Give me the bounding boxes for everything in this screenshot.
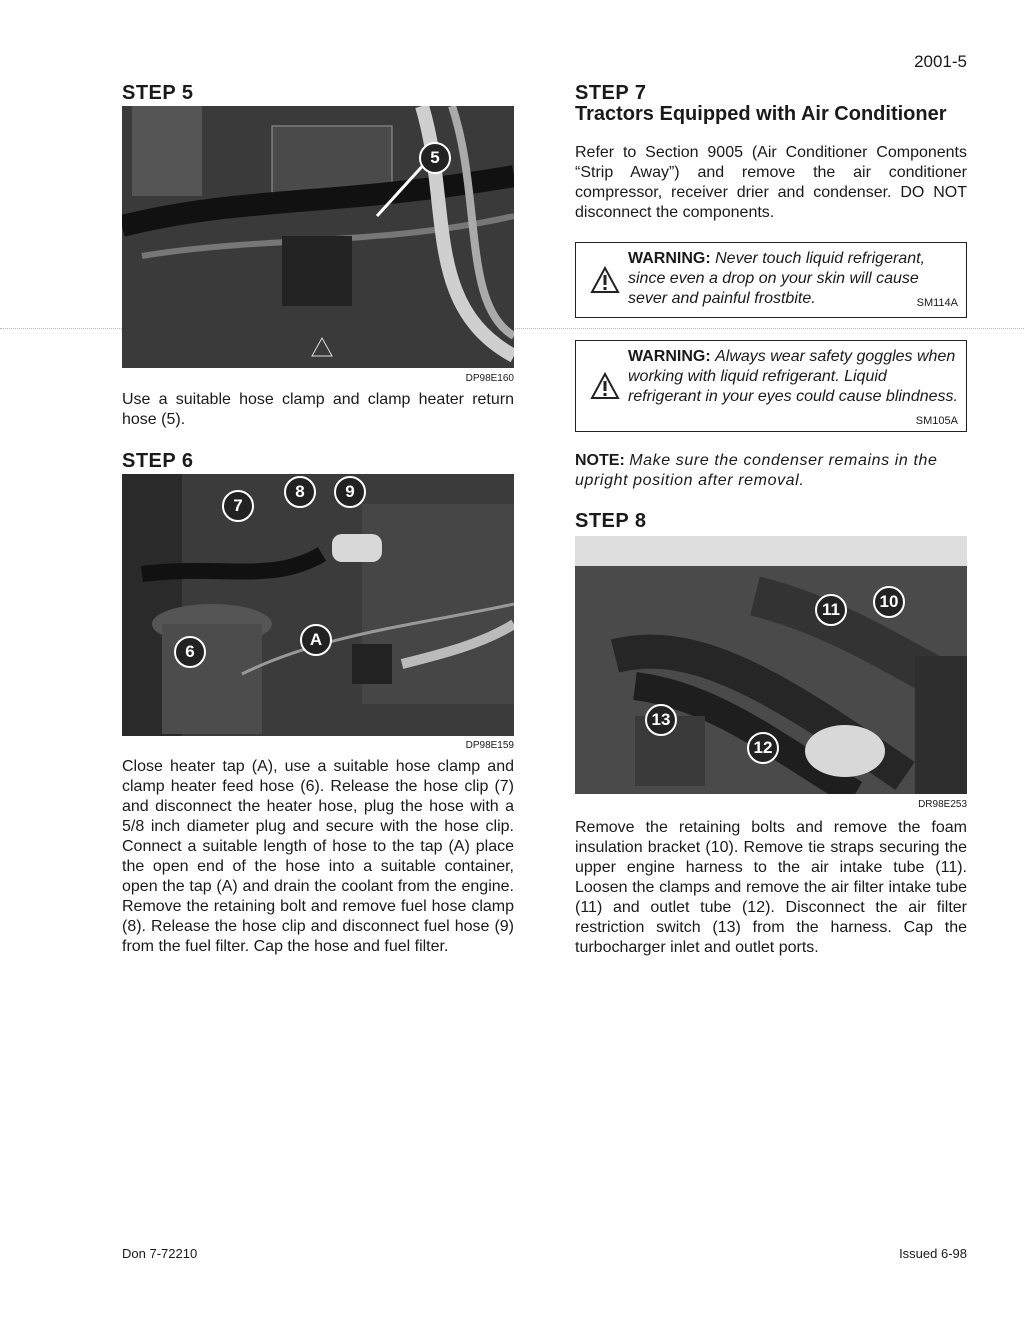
callout-10: 10 xyxy=(873,586,905,618)
warning-label: WARNING: xyxy=(628,348,711,365)
step-5-engine-illustration xyxy=(122,106,514,368)
step-7-title: STEP 7 xyxy=(575,82,647,104)
warning-label: WARNING: xyxy=(628,250,711,267)
step-5-text: Use a suitable hose clamp and clamp heater return hose (5). xyxy=(122,391,514,428)
callout-a: A xyxy=(300,624,332,656)
callout-13: 13 xyxy=(645,704,677,736)
step-7-note xyxy=(575,451,967,491)
step-6-engine-illustration xyxy=(122,474,514,736)
callout-9: 9 xyxy=(334,476,366,508)
page-number: 2001-5 xyxy=(914,52,967,71)
step-8-title: STEP 8 xyxy=(575,510,647,532)
step-5-photo xyxy=(122,106,514,368)
step-6-figure-code: DP98E159 xyxy=(465,740,514,751)
warning-triangle-icon xyxy=(590,266,620,294)
callout-5: 5 xyxy=(419,142,451,174)
callout-7: 7 xyxy=(222,490,254,522)
step-8-text: Remove the retaining bolts and remove the foam insulation bracket (10). Remove tie straps securing the upper engine harness to the air intake tube (11). Loosen the clamps and remove the air filter intake tube (11) and outlet tube (12). Disconnect the air filter restriction switch (13) from the harness. Cap the turbocharger inlet and outlet ports. xyxy=(575,819,967,956)
warning-message: Never touch liquid refrigerant, since even a drop on your skin will cause sever and painful frostbite. xyxy=(628,250,925,307)
callout-8: 8 xyxy=(284,476,316,508)
note-message: Make sure the condenser remains in the upright position after removal. xyxy=(575,452,938,489)
warning-code: SM105A xyxy=(915,415,958,427)
warning-message: Always wear safety goggles when working with liquid refrigerant. Liquid refrigerant in your eyes could cause blindness. xyxy=(628,348,958,405)
warning-goggles xyxy=(575,340,967,432)
callout-6: 6 xyxy=(174,636,206,668)
step-8-figure-code: DR98E253 xyxy=(918,799,967,810)
step-7-subtitle: Tractors Equipped with Air Conditioner xyxy=(575,103,947,125)
step-5-title: STEP 5 xyxy=(122,82,194,104)
warning-triangle-icon xyxy=(590,372,620,400)
step-6-photo xyxy=(122,474,514,736)
warning-frostbite xyxy=(575,242,967,318)
note-label: NOTE: xyxy=(575,452,625,469)
step-6-title: STEP 6 xyxy=(122,450,194,472)
step-8-photo xyxy=(575,536,967,794)
callout-12: 12 xyxy=(747,732,779,764)
step-6-text: Close heater tap (A), use a suitable hose clamp and clamp heater feed hose (6). Release the hose clip (7) and disconnect the heater hose, plug the hose with a 5/8 inch diameter plug and secure with the hose clip. Connect a suitable length of hose to the tap (A) place the open end of the hose into a suitable container, open the tap (A) and drain the coolant from the engine. Remove the retaining bolt and remove fuel hose clamp (8). Release the hose clip and disconnect fuel hose (9) from the fuel filter. Cap the hose and fuel filter. xyxy=(122,758,514,955)
footer-document-number: Don 7-72210 xyxy=(122,1246,198,1261)
callout-11: 11 xyxy=(815,594,847,626)
step-7-text: Refer to Section 9005 (Air Conditioner Components “Strip Away”) and remove the air conditioner compressor, receiver drier and condenser. DO NOT disconnect the components. xyxy=(575,144,967,221)
footer-issue-date: Issued 6-98 xyxy=(899,1246,967,1261)
warning-code: SM114A xyxy=(916,297,958,309)
step-5-figure-code: DP98E160 xyxy=(465,373,514,384)
